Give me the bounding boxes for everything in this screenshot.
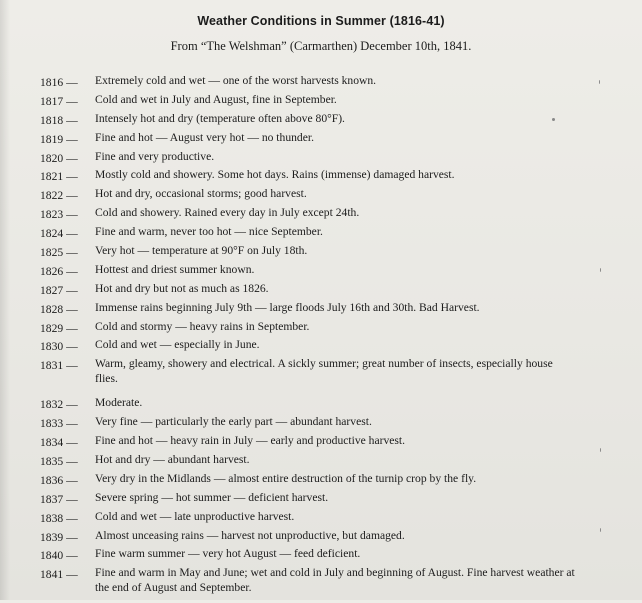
list-item — [0, 72, 642, 91]
entry-text: Cold and wet — especially in June. — [95, 338, 260, 352]
entry-year: 1831 — — [40, 359, 78, 373]
entry-text: Fine warm summer — very hot August — feed deficient. — [95, 547, 361, 561]
entry-text: Cold and wet in July and August, fine in September. — [95, 92, 337, 106]
entry-text: Cold and showery. Rained every day in July except 24th. — [95, 206, 360, 220]
entry-year: 1834 — — [40, 436, 78, 450]
entry-text: Cold and wet — late unproductive harvest. — [95, 509, 295, 523]
page-speck — [599, 80, 600, 84]
entry-year: 1835 — — [40, 455, 78, 469]
entry-text: Moderate. — [95, 396, 143, 410]
entry-year: 1819 — — [40, 132, 78, 146]
entry-text: Very dry in the Midlands — almost entire destruction of the turnip crop by the fly. — [95, 471, 477, 485]
entry-text: Severe spring — hot summer — deficient harvest. — [95, 490, 329, 504]
list-item — [0, 413, 642, 432]
entry-text: Intensely hot and dry (temperature often above 80°F). — [95, 111, 345, 125]
entry-text: Immense rains beginning July 9th — large floods July 16th and 30th. Bad Harvest. — [95, 300, 480, 314]
entry-year: 1825 — — [40, 246, 78, 260]
list-item — [0, 394, 642, 413]
entry-year: 1837 — — [40, 492, 78, 506]
entry-text: Hot and dry but not as much as 1826. — [95, 281, 269, 295]
list-item — [0, 451, 642, 470]
list-item — [0, 564, 642, 603]
list-item — [0, 204, 642, 223]
list-item — [0, 545, 642, 564]
entry-text: Warm, gleamy, showery and electrical. A sickly summer; great number of insects, especially house flies. — [95, 357, 553, 386]
entry-text: Very hot — temperature at 90°F on July 18th. — [95, 244, 308, 258]
entry-year: 1826 — — [40, 264, 78, 278]
page-speck — [600, 268, 601, 272]
entry-year: 1818 — — [40, 113, 78, 127]
entry-text: Very fine — particularly the early part — abundant harvest. — [95, 415, 372, 429]
entry-text: Hot and dry, occasional storms; good harvest. — [95, 187, 307, 201]
page-speck — [600, 448, 601, 452]
entry-text: Fine and warm, never too hot — nice September. — [95, 225, 323, 239]
entry-year: 1820 — — [40, 151, 78, 165]
list-item — [0, 110, 642, 129]
entry-year: 1841 — — [40, 568, 78, 582]
entry-text: Fine and warm in May and June; wet and cold in July and beginning of August. Fine harvest weather at the end of August and September. — [95, 566, 575, 595]
document-title: Weather Conditions in Summer (1816-41) — [197, 14, 445, 28]
entry-text: Almost unceasing rains — harvest not unproductive, but damaged. — [95, 528, 405, 542]
list-item — [0, 280, 642, 299]
entry-year: 1827 — — [40, 283, 78, 297]
list-item — [0, 185, 642, 204]
entry-year: 1817 — — [40, 94, 78, 108]
entry-year: 1839 — — [40, 530, 78, 544]
entry-year: 1828 — — [40, 302, 78, 316]
entry-text: Fine and very productive. — [95, 149, 215, 163]
list-item — [0, 129, 642, 148]
entry-text: Hot and dry — abundant harvest. — [95, 453, 250, 467]
entry-year: 1836 — — [40, 473, 78, 487]
list-item — [0, 261, 642, 280]
entry-year: 1832 — — [40, 398, 78, 412]
list-item — [0, 148, 642, 167]
document-source: From “The Welshman” (Carmarthen) December 10th, 1841. — [170, 39, 472, 53]
entry-year: 1833 — — [40, 417, 78, 431]
entry-text: Cold and stormy — heavy rains in September. — [95, 319, 310, 333]
list-item — [0, 355, 642, 394]
entry-text: Hottest and driest summer known. — [95, 262, 255, 276]
entry-text: Mostly cold and showery. Some hot days. Rains (immense) damaged harvest. — [95, 168, 455, 182]
list-item — [0, 91, 642, 110]
entry-year: 1838 — — [40, 511, 78, 525]
entry-text: Fine and hot — August very hot — no thunder. — [95, 130, 314, 144]
entry-year: 1823 — — [40, 208, 78, 222]
entry-year: 1822 — — [40, 189, 78, 203]
entry-year: 1821 — — [40, 170, 78, 184]
list-item — [0, 508, 642, 527]
entry-text: Fine and hot — heavy rain in July — early and productive harvest. — [95, 434, 406, 448]
list-item — [0, 242, 642, 261]
list-item — [0, 432, 642, 451]
weather-entries-list — [0, 72, 642, 603]
list-item — [0, 489, 642, 508]
entry-year: 1830 — — [40, 340, 78, 354]
page-speck — [600, 528, 601, 532]
entry-year: 1824 — — [40, 227, 78, 241]
list-item — [0, 318, 642, 337]
list-item — [0, 527, 642, 546]
list-item — [0, 166, 642, 185]
entry-year: 1816 — — [40, 76, 78, 89]
list-item — [0, 470, 642, 489]
list-item — [0, 336, 642, 355]
list-item — [0, 299, 642, 318]
page-speck — [552, 118, 555, 121]
list-item — [0, 223, 642, 242]
entry-text: Extremely cold and wet — one of the worst harvests known. — [95, 74, 377, 87]
entry-year: 1829 — — [40, 321, 78, 335]
entry-year: 1840 — — [40, 549, 78, 563]
